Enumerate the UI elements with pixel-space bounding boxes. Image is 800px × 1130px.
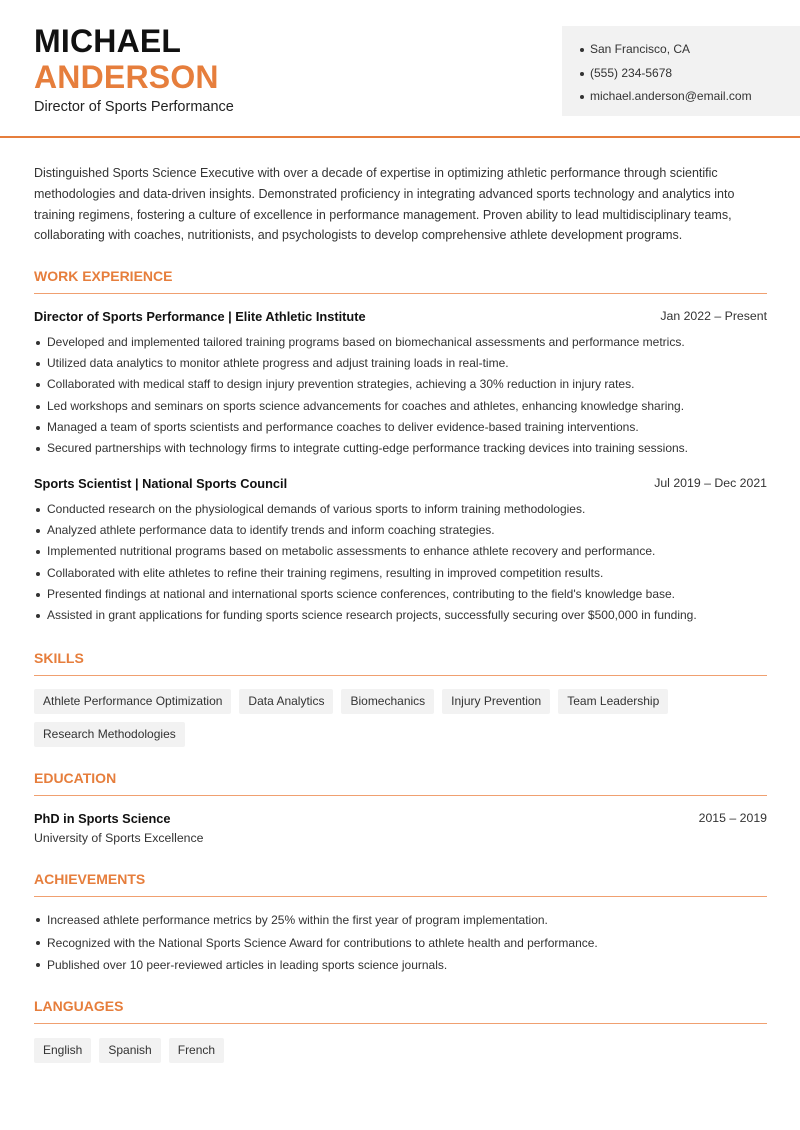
job-header xyxy=(34,476,767,494)
headline-title: Director of Sports Performance xyxy=(34,99,234,115)
resume-header xyxy=(0,0,800,138)
section-title-skills: SKILLS xyxy=(34,650,767,676)
list-item: Led workshops and seminars on sports science advancements for coaches and athletes, enhancing knowledge sharing. xyxy=(34,396,767,417)
list-item: Analyzed athlete performance data to identify trends and inform coaching strategies. xyxy=(34,520,767,541)
language-tag: French xyxy=(169,1038,224,1063)
summary: Distinguished Sports Science Executive with over a decade of expertise in optimizing athletic performance through scientific methodologies and data-driven insights. Demonstrated proficiency in integrating advanced sports technology and analytics into training regimens, fostering a culture of excellence in performance management. Proven ability to lead multidisciplinary teams, collaborating with coaches, nutritionists, and psychologists to develop comprehensive athlete development programs. xyxy=(34,166,735,243)
job-role: Sports Scientist | National Sports Council xyxy=(34,476,288,491)
job-dates: Jan 2022 – Present xyxy=(660,309,767,323)
job-role: Director of Sports Performance | Elite Athletic Institute xyxy=(34,309,366,324)
education-header xyxy=(34,811,767,829)
education-dates: 2015 – 2019 xyxy=(698,811,767,825)
contact-email: michael.anderson@email.com xyxy=(580,85,800,109)
first-name: MICHAEL xyxy=(34,23,182,59)
school-name: University of Sports Excellence xyxy=(34,831,204,845)
section-title-education: EDUCATION xyxy=(34,770,767,796)
skill-tag: Biomechanics xyxy=(341,689,434,714)
skill-tag: Team Leadership xyxy=(558,689,668,714)
list-item: Collaborated with medical staff to design injury prevention strategies, achieving a 30% reduction in injury rates. xyxy=(34,374,767,395)
job-dates: Jul 2019 – Dec 2021 xyxy=(654,476,767,490)
language-tag: Spanish xyxy=(99,1038,160,1063)
degree: PhD in Sports Science xyxy=(34,811,171,826)
list-item: Recognized with the National Sports Science Award for contributions to athlete health and performance. xyxy=(34,932,767,955)
job-header xyxy=(34,309,767,327)
contact-phone: (555) 234-5678 xyxy=(580,62,800,86)
list-item: Secured partnerships with technology firms to integrate cutting-edge performance tracking devices into training sessions. xyxy=(34,438,767,459)
candidate-name xyxy=(34,24,219,94)
list-item: Assisted in grant applications for funding sports science research projects, successfully securing over $500,000 in funding. xyxy=(34,605,767,626)
list-item: Conducted research on the physiological demands of various sports to inform training methodologies. xyxy=(34,499,767,520)
list-item: Presented findings at national and international sports science conferences, contributing to the field's knowledge base. xyxy=(34,584,767,605)
job-bullets xyxy=(34,499,767,626)
languages-list xyxy=(34,1038,767,1063)
list-item: Published over 10 peer-reviewed articles in leading sports science journals. xyxy=(34,954,767,977)
contact-list xyxy=(562,26,800,109)
achievements-list xyxy=(34,909,767,977)
job-bullets xyxy=(34,332,767,459)
list-item: Utilized data analytics to monitor athlete progress and adjust training loads in real-time. xyxy=(34,353,767,374)
section-title-work: WORK EXPERIENCE xyxy=(34,268,767,294)
section-title-achievements: ACHIEVEMENTS xyxy=(34,871,767,897)
language-tag: English xyxy=(34,1038,91,1063)
skills-list xyxy=(34,689,767,747)
list-item: Implemented nutritional programs based on metabolic assessments to enhance athlete recovery and performance. xyxy=(34,541,767,562)
last-name: ANDERSON xyxy=(34,59,219,95)
skill-tag: Athlete Performance Optimization xyxy=(34,689,231,714)
contact-location: San Francisco, CA xyxy=(580,38,800,62)
list-item: Increased athlete performance metrics by 25% within the first year of program implementation. xyxy=(34,909,767,932)
skill-tag: Research Methodologies xyxy=(34,722,185,747)
contact-box xyxy=(562,26,800,116)
list-item: Collaborated with elite athletes to refine their training regimens, resulting in improved competition results. xyxy=(34,563,767,584)
skill-tag: Data Analytics xyxy=(239,689,333,714)
list-item: Managed a team of sports scientists and performance coaches to deliver evidence-based training interventions. xyxy=(34,417,767,438)
section-title-languages: LANGUAGES xyxy=(34,998,767,1024)
list-item: Developed and implemented tailored training programs based on biomechanical assessments and performance metrics. xyxy=(34,332,767,353)
skill-tag: Injury Prevention xyxy=(442,689,550,714)
